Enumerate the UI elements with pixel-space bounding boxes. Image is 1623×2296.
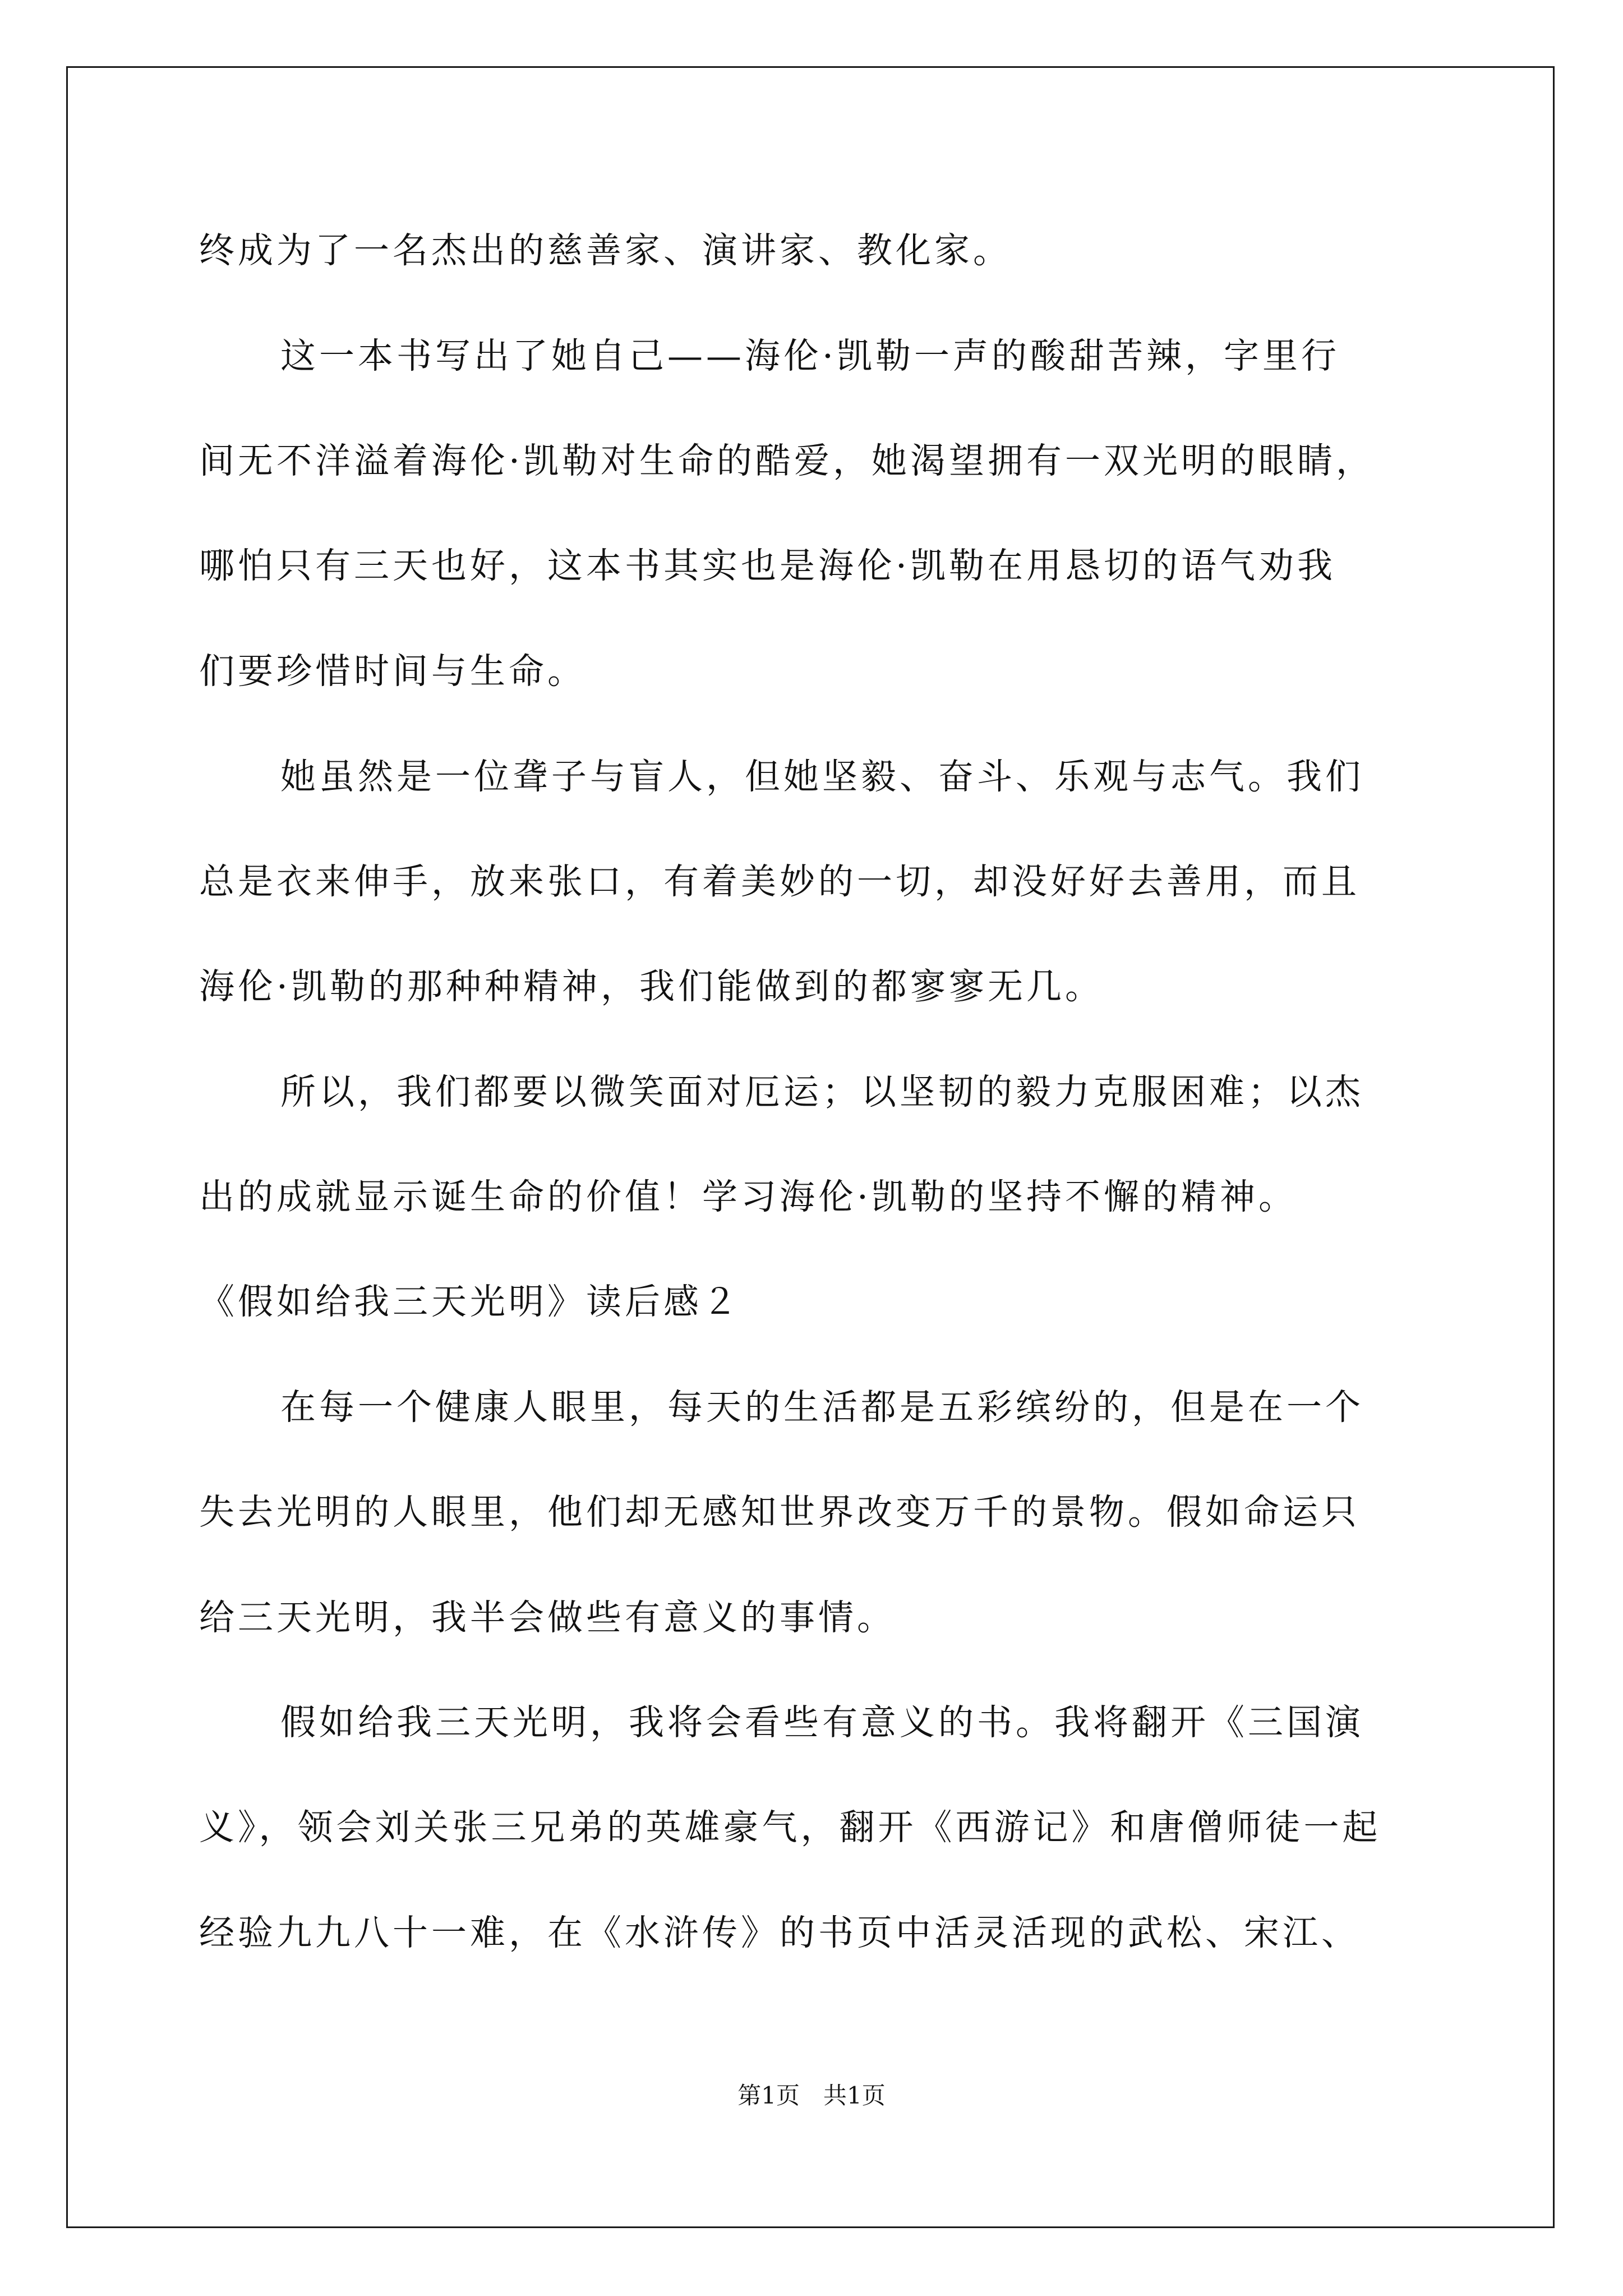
page-footer: 第1页 共1页: [737, 2082, 886, 2109]
text-line-16: 义》，领会刘关张三兄弟的英雄豪气，翻开《西游记》和唐僧师徒一起: [199, 1807, 1381, 1848]
text-line-8: 海伦·凯勒的那种种精神，我们能做到的都寥寥无几。: [199, 966, 1104, 1007]
text-line-3: 间无不洋溢着海伦·凯勒对生命的酷爱，她渴望拥有一双光明的眼睛，: [199, 440, 1375, 481]
text-line-4: 哪怕只有三天也好，这本书其实也是海伦·凯勒在用恳切的语气劝我: [199, 545, 1336, 586]
page-border: [66, 66, 1555, 2228]
text-line-2: 这一本书写出了她自己——海伦·凯勒一声的酸甜苦辣，字里行: [280, 335, 1340, 376]
text-line-9: 所以，我们都要以微笑面对厄运；以坚韧的毅力克服困难；以杰: [280, 1071, 1364, 1112]
text-line-15: 假如给我三天光明，我将会看些有意义的书。我将翻开《三国演: [280, 1702, 1364, 1743]
text-line-13: 失去光明的人眼里，他们却无感知世界改变万千的景物。假如命运只: [199, 1492, 1360, 1533]
text-line-12: 在每一个健康人眼里，每天的生活都是五彩缤纷的，但是在一个: [280, 1387, 1364, 1428]
section-heading: 《假如给我三天光明》读后感２: [199, 1281, 741, 1322]
text-line-17: 经验九九八十一难，在《水浒传》的书页中活灵活现的武松、宋江、: [199, 1912, 1360, 1953]
text-line-1: 终成为了一名杰出的慈善家、演讲家、教化家。: [199, 230, 1012, 271]
text-line-7: 总是衣来伸手，放来张口，有着美妙的一切，却没好好去善用，而且: [199, 861, 1360, 902]
text-line-6: 她虽然是一位聋子与盲人，但她坚毅、奋斗、乐观与志气。我们: [280, 756, 1364, 797]
text-line-10: 出的成就显示诞生命的价值！学习海伦·凯勒的坚持不懈的精神。: [199, 1176, 1298, 1217]
text-line-14: 给三天光明，我半会做些有意义的事情。: [199, 1597, 896, 1638]
text-line-5: 们要珍惜时间与生命。: [199, 651, 586, 692]
